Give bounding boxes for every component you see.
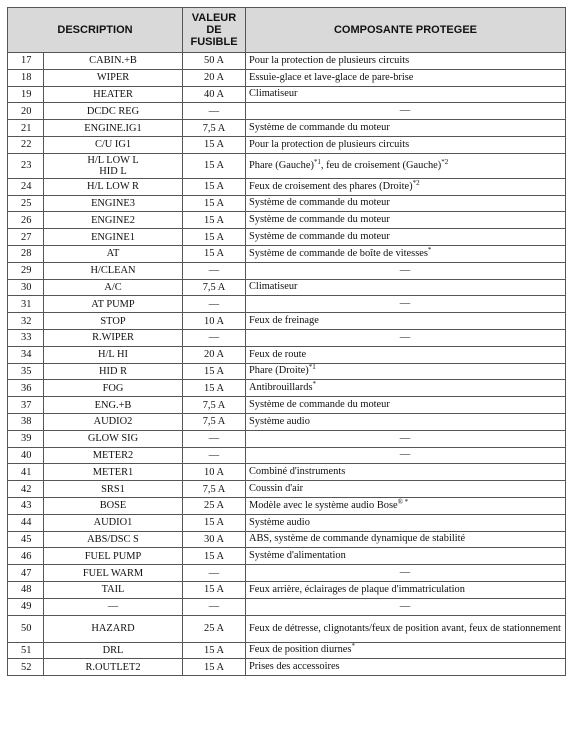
table-row: [8, 565, 566, 582]
protected-component: [246, 103, 566, 120]
fuse-number: 25: [8, 195, 44, 212]
footnote-marker: *2: [412, 178, 420, 187]
table-row: [8, 397, 566, 414]
fuse-number: 37: [8, 397, 44, 414]
protected-component: [246, 195, 566, 212]
protected-component-text: —: [399, 105, 411, 117]
fuse-description: CABIN.+B: [44, 53, 183, 70]
fuse-number: 19: [8, 86, 44, 103]
protected-component: [246, 69, 566, 86]
fuse-description: AT PUMP: [44, 296, 183, 313]
fuse-number: 34: [8, 346, 44, 363]
protected-component: [246, 531, 566, 548]
fuse-rating: 7,5 A: [183, 120, 246, 137]
fuse-rating: 40 A: [183, 86, 246, 103]
protected-component: [246, 464, 566, 481]
header-composante: COMPOSANTE PROTEGEE: [246, 8, 566, 53]
fuse-number: 36: [8, 380, 44, 397]
protected-component-text-cont: , feu de croisement (Gauche): [320, 159, 442, 171]
fuse-number: 41: [8, 464, 44, 481]
fuse-rating: 10 A: [183, 313, 246, 330]
fuse-rating: 15 A: [183, 514, 246, 531]
fuse-number: 21: [8, 120, 44, 137]
fuse-rating: 10 A: [183, 464, 246, 481]
protected-component: [246, 659, 566, 676]
protected-component-text: Feux arrière, éclairages de plaque d'immatriculation: [249, 583, 465, 595]
fuse-rating: 7,5 A: [183, 279, 246, 296]
fuse-number: 35: [8, 363, 44, 380]
fuse-description: H/CLEAN: [44, 262, 183, 279]
fuse-rating: 30 A: [183, 531, 246, 548]
table-row: [8, 346, 566, 363]
fuse-rating: 20 A: [183, 346, 246, 363]
fuse-number: 29: [8, 262, 44, 279]
protected-component-text: Climatiseur: [249, 281, 298, 293]
protected-component-text: Feux de freinage: [249, 315, 319, 327]
fuse-rating: 7,5 A: [183, 397, 246, 414]
protected-component-text: Modèle avec le système audio Bose: [249, 499, 398, 511]
protected-component: [246, 397, 566, 414]
fuse-number: 31: [8, 296, 44, 313]
protected-component-text: Antibrouillards: [249, 382, 313, 394]
fuse-rating: 15 A: [183, 136, 246, 153]
protected-component-text: Système de commande du moteur: [249, 122, 390, 134]
protected-component: [246, 413, 566, 430]
footnote-marker: *2: [441, 157, 449, 166]
fuse-description: C/U IG1: [44, 136, 183, 153]
fuse-rating: 7,5 A: [183, 481, 246, 498]
table-row: [8, 514, 566, 531]
fuse-rating: 15 A: [183, 245, 246, 262]
fuse-description: HAZARD: [44, 615, 183, 642]
fuse-number: 51: [8, 642, 44, 659]
protected-component-text: Feux de détresse, clignotants/feux de position avant, feux de stationnement: [249, 622, 561, 634]
fuse-description: FUEL WARM: [44, 565, 183, 582]
protected-component: [246, 212, 566, 229]
fuse-description: ENGINE2: [44, 212, 183, 229]
fuse-number: 42: [8, 481, 44, 498]
protected-component-text: Combiné d'instruments: [249, 466, 346, 478]
table-row: [8, 212, 566, 229]
fuse-description: WIPER: [44, 69, 183, 86]
protected-component-text: Climatiseur: [249, 88, 298, 100]
protected-component-text: —: [399, 264, 411, 276]
protected-component: [246, 86, 566, 103]
fuse-number: 49: [8, 598, 44, 615]
footnote-marker: *1: [313, 157, 321, 166]
fuse-description: BOSE: [44, 497, 183, 514]
fuse-description: —: [44, 598, 183, 615]
table-header-row: [8, 8, 566, 53]
fuse-rating: —: [183, 103, 246, 120]
table-row: [8, 598, 566, 615]
table-row: [8, 86, 566, 103]
fuse-number: 43: [8, 497, 44, 514]
protected-component: [246, 245, 566, 262]
fuse-table-container: [7, 7, 565, 676]
fuse-number: 48: [8, 581, 44, 598]
protected-component: [246, 363, 566, 380]
protected-component: [246, 581, 566, 598]
table-row: [8, 481, 566, 498]
table-row: [8, 262, 566, 279]
protected-component-text: Prises des accessoires: [249, 661, 340, 673]
table-row: [8, 464, 566, 481]
protected-component-text: Système de commande du moteur: [249, 197, 390, 209]
protected-component-text: Système d'alimentation: [249, 550, 346, 562]
fuse-rating: 15 A: [183, 363, 246, 380]
fuse-rating: 15 A: [183, 229, 246, 246]
fuse-rating: 15 A: [183, 212, 246, 229]
table-row: [8, 103, 566, 120]
table-row: [8, 430, 566, 447]
fuse-rating: —: [183, 565, 246, 582]
protected-component-text: Coussin d'air: [249, 483, 304, 495]
fuse-description: AUDIO1: [44, 514, 183, 531]
protected-component: [246, 178, 566, 195]
fuse-description: R.WIPER: [44, 329, 183, 346]
protected-component-text: —: [399, 449, 411, 461]
fuse-number: 30: [8, 279, 44, 296]
protected-component: [246, 380, 566, 397]
fuse-rating: 15 A: [183, 380, 246, 397]
table-row: [8, 136, 566, 153]
table-row: [8, 178, 566, 195]
fuse-rating: —: [183, 262, 246, 279]
fuse-description: H/L HI: [44, 346, 183, 363]
protected-component-text: —: [399, 567, 411, 578]
fuse-description-line2: HID L: [99, 165, 127, 177]
protected-component-text: Pour la protection de plusieurs circuits: [249, 54, 410, 66]
fuse-number: 47: [8, 565, 44, 582]
fuse-description: METER1: [44, 464, 183, 481]
fuse-rating: —: [183, 430, 246, 447]
fuse-rating: 50 A: [183, 53, 246, 70]
fuse-rating: 15 A: [183, 195, 246, 212]
table-row: [8, 363, 566, 380]
fuse-number: 26: [8, 212, 44, 229]
header-valeur: VALEUR DE FUSIBLE: [183, 8, 246, 53]
protected-component-text: Système audio: [249, 415, 310, 427]
table-row: [8, 69, 566, 86]
fuse-rating: 15 A: [183, 548, 246, 565]
table-row: [8, 615, 566, 642]
table-row: [8, 548, 566, 565]
fuse-rating: 20 A: [183, 69, 246, 86]
table-row: [8, 296, 566, 313]
fuse-rating: —: [183, 598, 246, 615]
protected-component-text: Feux de croisement des phares (Droite): [249, 180, 413, 192]
fuse-description: FOG: [44, 380, 183, 397]
protected-component: [246, 615, 566, 642]
fuse-description: ENGINE.IG1: [44, 120, 183, 137]
fuse-number: 44: [8, 514, 44, 531]
protected-component: [246, 296, 566, 313]
protected-component-text: ABS, système de commande dynamique de stabilité: [249, 533, 466, 545]
protected-component-text: Système de commande du moteur: [249, 399, 390, 411]
protected-component: [246, 153, 566, 178]
fuse-number: 45: [8, 531, 44, 548]
table-row: [8, 329, 566, 346]
fuse-description-line1: H/L LOW L: [87, 154, 139, 166]
fuse-rating: 25 A: [183, 497, 246, 514]
fuse-number: 23: [8, 153, 44, 178]
table-row: [8, 120, 566, 137]
table-row: [8, 380, 566, 397]
protected-component: [246, 481, 566, 498]
protected-component: [246, 565, 566, 582]
fuse-rating: 15 A: [183, 581, 246, 598]
fuse-description: TAIL: [44, 581, 183, 598]
protected-component-text: Feux de position diurnes: [249, 644, 352, 656]
fuse-number: 33: [8, 329, 44, 346]
fuse-number: 27: [8, 229, 44, 246]
fuse-rating: 15 A: [183, 153, 246, 178]
table-row: [8, 229, 566, 246]
protected-component-text: Feux de route: [249, 348, 307, 360]
protected-component: [246, 514, 566, 531]
protected-component: [246, 642, 566, 659]
fuse-rating: —: [183, 296, 246, 313]
table-row: [8, 531, 566, 548]
header-description: DESCRIPTION: [8, 8, 183, 53]
fuse-table: [7, 7, 566, 676]
protected-component-text: Système de commande du moteur: [249, 231, 390, 243]
table-row: [8, 53, 566, 70]
fuse-rating: 15 A: [183, 659, 246, 676]
table-row: [8, 153, 566, 178]
footnote-marker: *1: [308, 363, 316, 372]
fuse-description: DCDC REG: [44, 103, 183, 120]
fuse-number: 39: [8, 430, 44, 447]
fuse-description: ENGINE3: [44, 195, 183, 212]
protected-component: [246, 313, 566, 330]
fuse-description: HEATER: [44, 86, 183, 103]
table-row: [8, 659, 566, 676]
footnote-marker: ® *: [397, 497, 409, 506]
table-row: [8, 447, 566, 464]
protected-component-text: Système de commande du moteur: [249, 214, 390, 226]
fuse-description: AUDIO2: [44, 413, 183, 430]
fuse-rating: 15 A: [183, 642, 246, 659]
table-row: [8, 195, 566, 212]
protected-component: [246, 329, 566, 346]
table-row: [8, 313, 566, 330]
protected-component: [246, 598, 566, 615]
table-row: [8, 413, 566, 430]
fuse-number: 28: [8, 245, 44, 262]
protected-component-text: Essuie-glace et lave-glace de pare-brise: [249, 71, 414, 83]
table-row: [8, 581, 566, 598]
fuse-number: 52: [8, 659, 44, 676]
table-row: [8, 642, 566, 659]
fuse-description: SRS1: [44, 481, 183, 498]
protected-component-text: Système de commande de boîte de vitesses: [249, 247, 428, 259]
fuse-rating: —: [183, 329, 246, 346]
fuse-number: 24: [8, 178, 44, 195]
protected-component: [246, 447, 566, 464]
protected-component-text: Système audio: [249, 516, 310, 528]
table-body: [8, 53, 566, 676]
fuse-description: R.OUTLET2: [44, 659, 183, 676]
table-row: [8, 245, 566, 262]
fuse-description: FUEL PUMP: [44, 548, 183, 565]
footnote-marker: *: [427, 245, 432, 254]
fuse-description: ABS/DSC S: [44, 531, 183, 548]
fuse-number: 46: [8, 548, 44, 565]
fuse-number: 38: [8, 413, 44, 430]
protected-component: [246, 262, 566, 279]
fuse-description: [44, 153, 183, 178]
protected-component: [246, 279, 566, 296]
fuse-description: METER2: [44, 447, 183, 464]
protected-component: [246, 120, 566, 137]
fuse-description: H/L LOW R: [44, 178, 183, 195]
fuse-rating: 25 A: [183, 615, 246, 642]
table-row: [8, 279, 566, 296]
fuse-description: ENGINE1: [44, 229, 183, 246]
fuse-description: DRL: [44, 642, 183, 659]
protected-component-text: Phare (Gauche): [249, 159, 314, 171]
protected-component: [246, 229, 566, 246]
fuse-description: STOP: [44, 313, 183, 330]
protected-component-text: Phare (Droite): [249, 365, 309, 377]
fuse-number: 22: [8, 136, 44, 153]
protected-component: [246, 430, 566, 447]
table-row: [8, 497, 566, 514]
fuse-number: 40: [8, 447, 44, 464]
fuse-description: AT: [44, 245, 183, 262]
fuse-number: 17: [8, 53, 44, 70]
fuse-rating: 15 A: [183, 178, 246, 195]
protected-component: [246, 346, 566, 363]
protected-component-text: —: [399, 331, 411, 343]
protected-component-text: —: [399, 298, 411, 310]
protected-component-text: —: [399, 600, 411, 612]
footnote-marker: *: [312, 380, 316, 389]
fuse-number: 50: [8, 615, 44, 642]
fuse-number: 32: [8, 313, 44, 330]
protected-component: [246, 136, 566, 153]
fuse-description: A/C: [44, 279, 183, 296]
fuse-description: GLOW SIG: [44, 430, 183, 447]
fuse-number: 18: [8, 69, 44, 86]
fuse-number: 20: [8, 103, 44, 120]
protected-component: [246, 53, 566, 70]
fuse-rating: 7,5 A: [183, 413, 246, 430]
protected-component: [246, 497, 566, 514]
fuse-description: HID R: [44, 363, 183, 380]
fuse-description: ENG.+B: [44, 397, 183, 414]
footnote-marker: *: [351, 642, 355, 651]
protected-component-text: —: [399, 432, 411, 444]
protected-component-text: Pour la protection de plusieurs circuits: [249, 138, 410, 150]
protected-component: [246, 548, 566, 565]
fuse-rating: —: [183, 447, 246, 464]
